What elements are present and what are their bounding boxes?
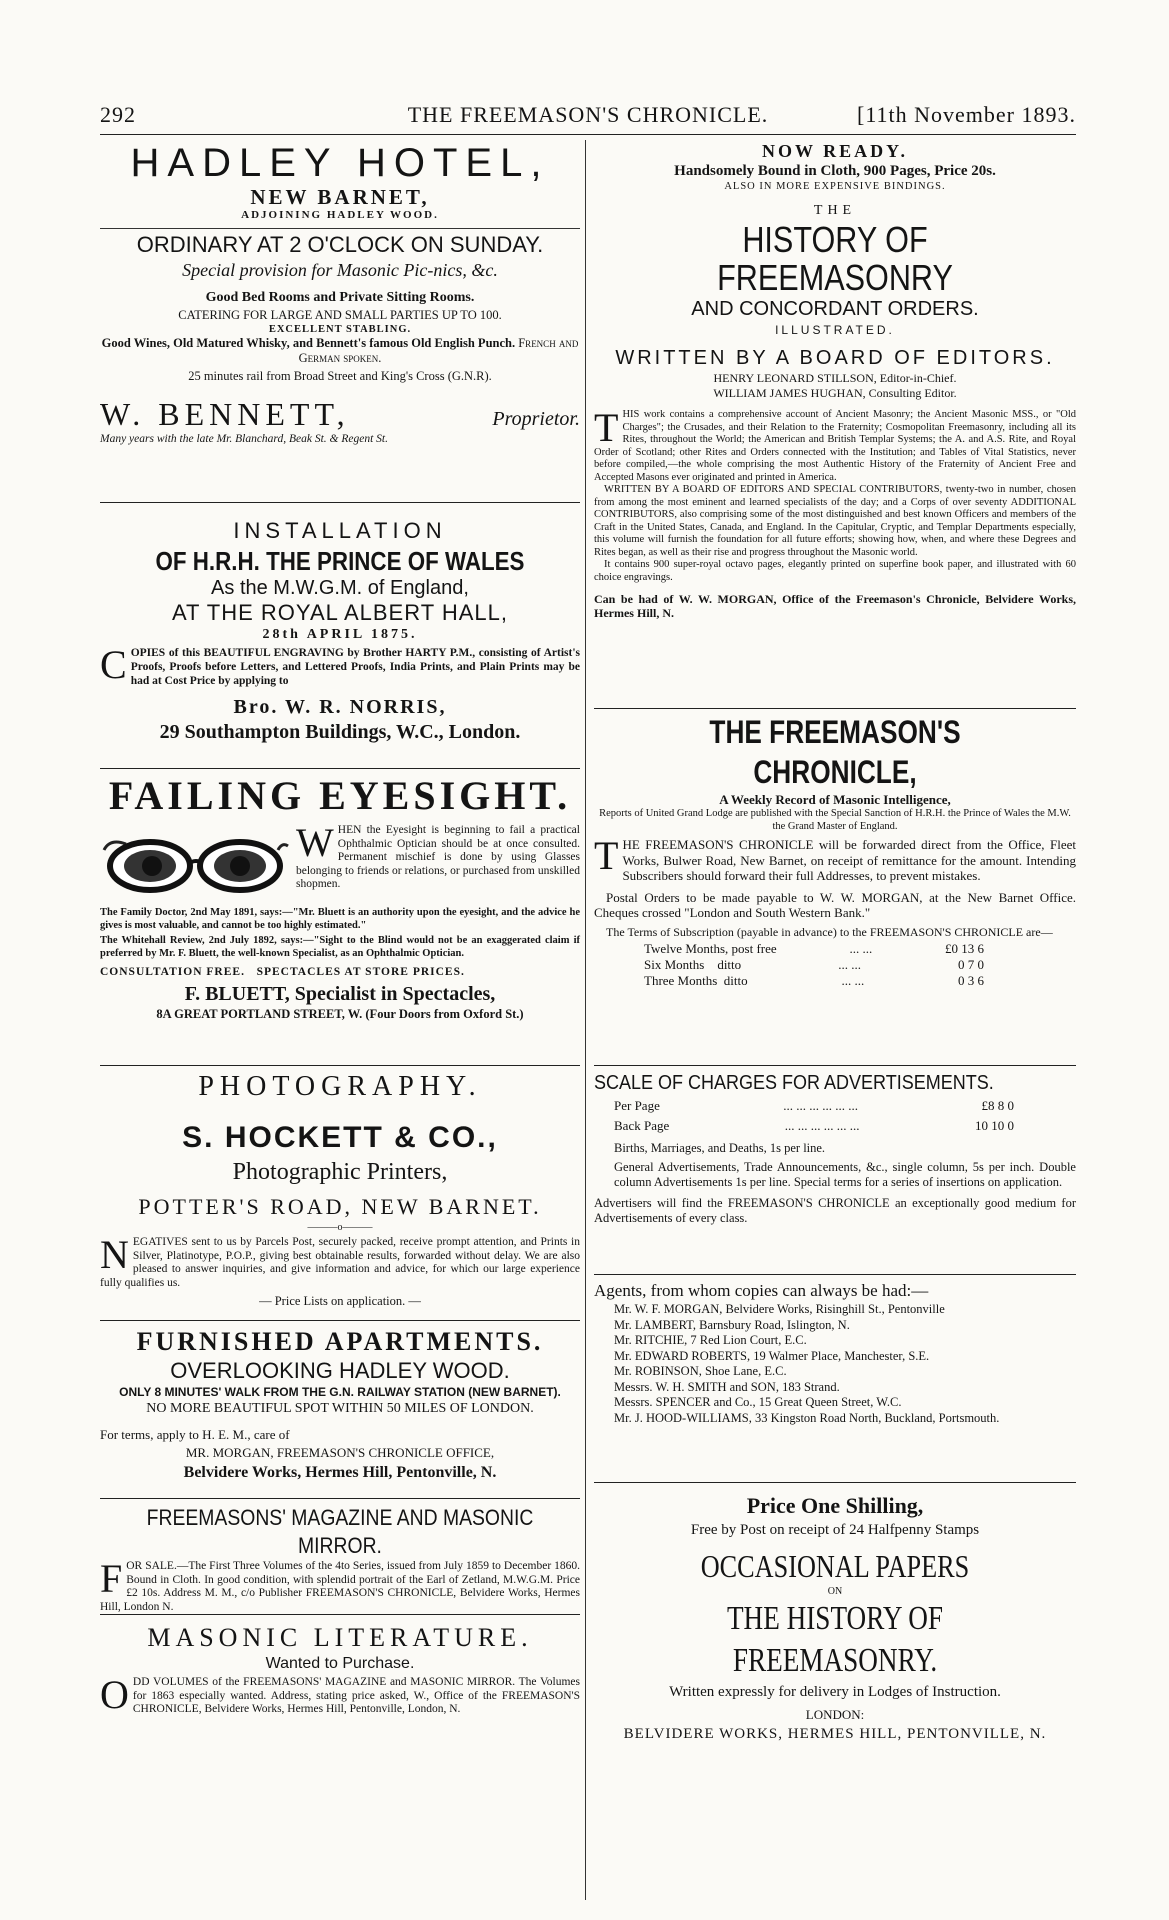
agent-item: Messrs. SPENCER and Co., 15 Great Queen Street, W.C. [614, 1395, 902, 1409]
divider [594, 708, 1076, 709]
page-number: 292 [100, 102, 136, 127]
installation-body [100, 642, 580, 688]
installation-addr: 29 Southampton Buildings, W.C., London. [159, 721, 521, 743]
subscription-table [644, 941, 984, 989]
scale-heading: SCALE OF CHARGES FOR ADVERTISEMENTS. [594, 1072, 994, 1094]
installation-date: 28th APRIL 1875. [262, 627, 418, 642]
eyesight-ad [100, 774, 580, 1022]
scale-price: 10 10 0 [975, 1118, 1014, 1133]
photography-ad [100, 1070, 580, 1309]
drop-cap: T [594, 405, 619, 450]
agent-item: Mr. RITCHIE, 7 Red Lion Court, E.C. [614, 1333, 807, 1347]
literature-body [100, 1672, 580, 1717]
eyesight-quote-1: The Family Doctor, 2nd May 1891, says:—"Mr. Bluett is an authority upon the eyesight, and the advice he gives is most valuable, and cannot be too highly estimated." [100, 907, 580, 931]
drop-cap: W [296, 820, 334, 865]
scale-general: General Advertisements, Trade Announcements, &c., single column, 5s per inch. Double column Advertisements 1s per line. Special terms for a series of insertions on application. [614, 1160, 1076, 1189]
papers-price: Price One Shilling, [746, 1493, 924, 1518]
hadley-hotel-ad [100, 140, 580, 446]
hotel-rail: 25 minutes rail from Broad Street and King's Cross (G.N.R). [188, 369, 492, 383]
papers-written: Written expressly for delivery in Lodges of Instruction. [669, 1684, 1001, 1700]
apartments-overlook: OVERLOOKING HADLEY WOOD. [170, 1358, 510, 1383]
subscription-price: 0 3 6 [958, 973, 984, 988]
spectacles-illustration [100, 824, 290, 904]
hotel-ordinary: ORDINARY AT 2 O'CLOCK ON SUNDAY. [100, 228, 580, 259]
hotel-wines-text: Good Wines, Old Matured Whisky, and Bennett's famous Old English Punch. [101, 336, 516, 350]
hotel-rooms: Good Bed Rooms and Private Sitting Rooms. [205, 290, 475, 305]
installation-bro: Bro. W. R. NORRIS, [233, 696, 447, 718]
chronicle-body [594, 833, 1076, 884]
history-written: WRITTEN BY A BOARD OF EDITORS. [615, 347, 1055, 369]
agents-ad [594, 1280, 1076, 1426]
magazine-body [100, 1556, 580, 1614]
installation-as: As the M.W.G.M. of England, [211, 577, 469, 599]
subscription-row: Six Months ditto ... ... 0 7 0 [644, 957, 984, 972]
agents-list [614, 1302, 1076, 1426]
literature-wanted: Wanted to Purchase. [265, 1655, 415, 1672]
hotel-name: HADLEY HOTEL, [130, 141, 550, 185]
papers-ad [594, 1492, 1076, 1744]
proprietor-label: Proprietor. [492, 408, 580, 430]
eyesight-name: F. BLUETT, Specialist in Spectacles, [184, 983, 496, 1005]
hotel-location: NEW BARNET, [250, 185, 430, 209]
papers-addr: BELVIDERE WORKS, HERMES HILL, PENTONVILLE, N. [623, 1726, 1047, 1742]
installation-hall: AT THE ROYAL ALBERT HALL, [172, 600, 508, 625]
scale-label: Per Page [614, 1098, 660, 1113]
history-bound: Handsomely Bound in Cloth, 900 Pages, Price 20s. [674, 163, 996, 179]
issue-date: [11th November 1893. [857, 102, 1076, 127]
hotel-provision: Special provision for Masonic Pic-nics, &c. [182, 260, 498, 280]
papers-title: OCCASIONAL PAPERS [700, 1548, 970, 1584]
installation-heading: INSTALLATION [233, 518, 447, 543]
divider [100, 502, 580, 503]
subscription-row: Three Months ditto ... ... 0 3 6 [644, 973, 984, 988]
divider [100, 768, 580, 769]
subscription-price: £0 13 6 [945, 941, 984, 956]
scale-ad [594, 1070, 1076, 1226]
photography-price: — Price Lists on application. — [259, 1294, 421, 1308]
papers-free: Free by Post on receipt of 24 Halfpenny Stamps [690, 1522, 980, 1538]
history-and: AND CONCORDANT ORDERS. [691, 298, 979, 320]
subscription-label: Twelve Months, post free [644, 941, 777, 956]
agent-item: Mr. LAMBERT, Barnsbury Road, Islington, N. [614, 1317, 850, 1332]
divider [594, 1274, 1076, 1275]
scale-price: £8 8 0 [981, 1098, 1014, 1113]
drop-cap: F [100, 1556, 123, 1601]
drop-cap: C [100, 642, 127, 687]
history-illustrated: ILLUSTRATED. [775, 323, 895, 337]
chronicle-ad [594, 712, 1076, 989]
chronicle-postal: Postal Orders to be made payable to W. W. MORGAN, at the New Barnet Office. Cheques crossed "London and South Western Bank." [594, 889, 1076, 920]
papers-subject: THE HISTORY OF FREEMASONRY. [726, 1600, 944, 1679]
scale-row: Per Page ... ... ... ... ... ... £8 8 0 [614, 1096, 1014, 1116]
divider [100, 1614, 580, 1615]
literature-ad [100, 1622, 580, 1717]
chronicle-terms: The Terms of Subscription (payable in advance) to the FREEMASON'S CHRONICLE are— [606, 924, 1053, 939]
apartments-works: Belvidere Works, Hermes Hill, Pentonville, N. [183, 1464, 497, 1481]
divider [100, 1320, 580, 1321]
subscription-label: Six Months ditto [644, 957, 742, 972]
hotel-stabling: EXCELLENT STABLING. [268, 324, 412, 335]
history-editor-1: HENRY LEONARD STILLSON, Editor-in-Chief. [713, 371, 957, 385]
apartments-morgan: MR. MORGAN, FREEMASON'S CHRONICLE OFFICE, [185, 1445, 495, 1460]
divider [100, 1498, 580, 1499]
apartments-spot: NO MORE BEAUTIFUL SPOT WITHIN 50 MILES OF LONDON. [146, 1401, 534, 1416]
literature-heading: MASONIC LITERATURE. [147, 1623, 533, 1652]
journal-title: THE FREEMASON'S CHRONICLE. [407, 102, 769, 127]
proprietor-years: Many years with the late Mr. Blanchard, Beak St. & Regent St. [100, 433, 388, 445]
column-divider [585, 140, 586, 1900]
installation-body-text: OPIES of this BEAUTIFUL ENGRAVING by Brother HARTY P.M., consisting of Artist's Proofs, Proofs before Letters, and Lettered Proofs, India Prints, and Plain Prints may be had at Cost Price by applying to [130, 647, 580, 687]
photography-addr: POTTER'S ROAD, NEW BARNET. [138, 1194, 542, 1219]
drop-cap: N [100, 1232, 129, 1277]
installation-ad [100, 508, 580, 744]
agent-item: Mr. J. HOOD-WILLIAMS, 33 Kingston Road North, Buckland, Portsmouth. [614, 1410, 1000, 1425]
hotel-catering: CATERING FOR LARGE AND SMALL PARTIES UP TO 100. [178, 308, 502, 322]
magazine-ad [100, 1504, 580, 1614]
history-had: Can be had of W. W. MORGAN, Office of the Freemason's Chronicle, Belvidere Works, Hermes Hill, N. [594, 592, 1076, 620]
apartments-ad [100, 1326, 580, 1484]
history-body-3: It contains 900 super-royal octavo pages, elegantly printed on superfine book paper, and illustrated with 60 choice engravings. [594, 559, 1076, 583]
agents-heading: Agents, from whom copies can always be had:— [594, 1281, 929, 1300]
history-body-2: WRITTEN BY A BOARD OF EDITORS AND SPECIAL CONTRIBUTORS, twenty-two in number, chosen from among the most eminent and learned specialists of the day; and a Corps of over seventy ADDITIONAL CONTRIBUTORS, also comprising some of the most distinguished and best known Officers and members of the Craft in the United States, Canada, and England. In the Capitular, Cryptic, and Templar Departments especially, this volume will furnish the foundation for all future efforts; showing how, when, and where these Degrees and Rites began, as well as their rise and progress throughout the Masonic world. [594, 484, 1076, 558]
history-now: NOW READY. [761, 141, 909, 161]
hotel-spoken: French and German spoken. [298, 336, 579, 365]
divider [594, 1482, 1076, 1483]
eyesight-heading: FAILING EYESIGHT. [108, 773, 572, 818]
history-editor-2: WILLIAM JAMES HUGHAN, Consulting Editor. [713, 386, 957, 400]
papers-on: ON [827, 1586, 843, 1597]
subscription-price: 0 7 0 [958, 957, 984, 972]
eyesight-quote-2: The Whitehall Review, 2nd July 1892, says:—"Sight to the Blind would not be an exaggerated claim if preferred by Mr. F. Bluett, the well-known Specialist, as an Ophthalmic Optician. [100, 935, 580, 959]
history-body [594, 405, 1076, 484]
hotel-adjoining: ADJOINING HADLEY WOOD. [241, 209, 439, 221]
scale-table [614, 1096, 1014, 1136]
divider [100, 1065, 580, 1066]
apartments-terms: For terms, apply to H. E. M., care of [100, 1427, 290, 1442]
running-header [100, 98, 1076, 135]
photography-body [100, 1232, 580, 1290]
eyesight-consult: CONSULTATION FREE. SPECTACLES AT STORE PRICES. [100, 966, 465, 978]
eyesight-addr: 8A GREAT PORTLAND STREET, W. (Four Doors from Oxford St.) [156, 1007, 524, 1021]
hotel-wines [100, 336, 580, 366]
proprietor-name: W. BENNETT, [100, 396, 350, 432]
magazine-body-text: OR SALE.—The First Three Volumes of the 4to Series, issued from July 1859 to December 1860. Bound in Cloth. In good condition, with splendid portrait of the Earl of Zetland, M.W.G.M. Price £2 10s. Address M. M., c/o Publisher FREEMASON'S CHRONICLE, Belvidere Works, Hermes Hill, London N. [100, 1560, 580, 1613]
agent-item: Messrs. W. H. SMITH and SON, 183 Strand. [614, 1379, 840, 1394]
magazine-heading: FREEMASONS' MAGAZINE AND MASONIC MIRROR. [146, 1505, 534, 1558]
chronicle-title: THE FREEMASON'S CHRONICLE, [709, 714, 961, 790]
history-also: ALSO IN MORE EXPENSIVE BINDINGS. [724, 181, 946, 192]
installation-prince: OF H.R.H. THE PRINCE OF WALES [155, 546, 525, 576]
divider [594, 1065, 1076, 1066]
photography-heading: PHOTOGRAPHY. [198, 1071, 482, 1102]
chronicle-weekly: A Weekly Record of Masonic Intelligence, [719, 792, 951, 807]
eyesight-top [100, 820, 580, 904]
chronicle-body-text: HE FREEMASON'S CHRONICLE will be forwarded direct from the Office, Fleet Works, Bulwer Road, New Barnet, on receipt of remittance for the amount. Intending Subscribers should forward their full Addresses, to prevent mistakes. [622, 837, 1076, 883]
photography-sub: Photographic Printers, [232, 1159, 448, 1185]
agent-item: Mr. W. F. MORGAN, Belvidere Works, Risinghill St., Pentonville [614, 1302, 945, 1316]
subscription-row: Twelve Months, post free ... ... £0 13 6 [644, 941, 984, 956]
photography-body-text: EGATIVES sent to us by Parcels Post, securely packed, receive prompt attention, and Prints in Silver, Platinotype, P.O.P., giving best obtainable results, forwarded without delay. We are also pleased to answer inquiries, and give information and advice, for which our large experience fully qualifies us. [100, 1236, 580, 1289]
eyesight-body [290, 820, 580, 904]
photography-firm: S. HOCKETT & CO., [182, 1121, 498, 1154]
history-title: HISTORY OF FREEMASONRY [717, 219, 953, 298]
agent-item: Mr. EDWARD ROBERTS, 19 Walmer Place, Manchester, S.E. [614, 1348, 930, 1363]
subscription-label: Three Months ditto [644, 973, 748, 988]
drop-cap: T [594, 833, 619, 878]
scale-row: Back Page ... ... ... ... ... ... 10 10 0 [614, 1116, 1014, 1136]
apartments-heading: FURNISHED APARTMENTS. [136, 1327, 544, 1356]
drop-cap: O [100, 1672, 129, 1717]
apartments-walk: ONLY 8 MINUTES' WALK FROM THE G.N. RAILWAY STATION (NEW BARNET). [119, 1385, 561, 1399]
history-body-text: HIS work contains a comprehensive account of Ancient Masonry; the Ancient Masonic MSS., or "Old Charges"; the Crusades, and their Relation to the Fraternity; Cosmopolitan Freemasonry, including all its Rites, throughout the World; the American and British Templar Systems; the A. and A.S. Rite, and Royal Order of Scotland; other Rites and Orders connected with the Institution; and Tables of Vital Statistics, never before compiled,—the whole comprising the most Authentic History of the Fraternity of Ancient Free and Accepted Masons ever originated and printed in America. [594, 409, 1076, 483]
chronicle-reports: Reports of United Grand Lodge are published with the Special Sanction of H.R.H. the Prince of Wales the M.W. the Grand Master of England. [599, 808, 1071, 832]
scale-advertisers: Advertisers will find the FREEMASON'S CHRONICLE an exceptionally good medium for Advertisements of every class. [594, 1196, 1076, 1225]
agent-item: Mr. ROBINSON, Shoe Lane, E.C. [614, 1364, 787, 1378]
photography-ornament: ———o——— [307, 1222, 373, 1233]
eyesight-body-text: HEN the Eyesight is beginning to fail a practical Ophthalmic Optician should be at once consulted. Permanent mischief is done by using Glasses belonging to friends or relations, or purchased from unskilled shopmen. [296, 824, 580, 890]
scale-births: Births, Marriages, and Deaths, 1s per line. [614, 1141, 826, 1155]
proprietor-line [100, 396, 580, 433]
literature-body-text: DD VOLUMES of the FREEMASONS' MAGAZINE and MASONIC MIRROR. The Volumes for 1863 especially wanted. Address, stating price asked, W., Office of the FREEMASON'S CHRONICLE, Belvidere Works, Hermes Hill, Pentonville, London, N. [132, 1676, 580, 1715]
history-ad [594, 140, 1076, 620]
scale-label: Back Page [614, 1118, 670, 1133]
history-the: THE [813, 203, 857, 218]
papers-london: LONDON: [805, 1707, 865, 1722]
